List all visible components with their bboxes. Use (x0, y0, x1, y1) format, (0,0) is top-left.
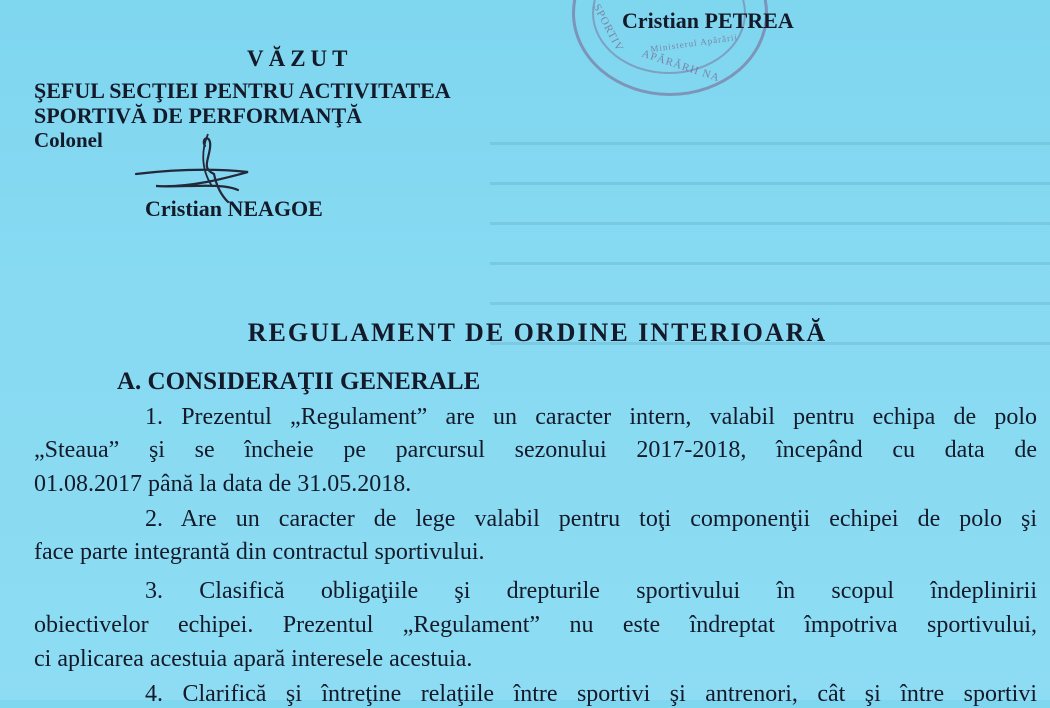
stamp-ring-text: SPORTIV (590, 2, 626, 54)
approval-heading: VĂZUT (247, 46, 353, 71)
paragraph-3-line-1: 3. Clasifică obligaţiile şi drepturile sportivului în scopul îndeplinirii (145, 578, 1037, 604)
top-signatory-name: Cristian PETREA (622, 8, 794, 33)
approval-title-line-1: ŞEFUL SECŢIEI PENTRU ACTIVITATEA (34, 78, 451, 103)
paragraph-4-line-1: 4. Clarifică şi întreţine relaţiile între sportivi şi antrenori, cât şi între sportivi (145, 681, 1037, 707)
stamp-ring-text: APĂRĂRII NA (640, 47, 722, 85)
paragraph-3-line-2: obiectivelor echipei. Prezentul „Regulament” nu este îndreptat împotriva sportivului, (34, 612, 1037, 638)
paragraph-1-line-1: 1. Prezentul „Regulament” are un caracter intern, valabil pentru echipa de polo (145, 404, 1037, 430)
approval-rank: Colonel (34, 128, 103, 152)
stamp-inner-text: Ministerul Apărării (649, 31, 739, 55)
paragraph-2-line-1: 2. Are un caracter de lege valabil pentru toţi componenţii echipei de polo şi (145, 506, 1037, 532)
document-title: REGULAMENT DE ORDINE INTERIOARĂ (247, 318, 828, 347)
paragraph-1-line-2: „Steaua” şi se încheie pe parcursul sezonului 2017-2018, începând cu data de (34, 437, 1037, 463)
paragraph-1-line-3: 01.08.2017 până la data de 31.05.2018. (34, 471, 412, 497)
paragraph-3-line-3: ci aplicarea acestuia apară interesele acestuia. (34, 646, 473, 672)
approval-signatory-name: Cristian NEAGOE (145, 196, 323, 221)
section-heading-a: A. CONSIDERAŢII GENERALE (117, 368, 481, 395)
approval-title-line-2: SPORTIVĂ DE PERFORMANŢĂ (34, 103, 363, 128)
paragraph-2-line-2: face parte integrantă din contractul sportivului. (34, 539, 485, 565)
